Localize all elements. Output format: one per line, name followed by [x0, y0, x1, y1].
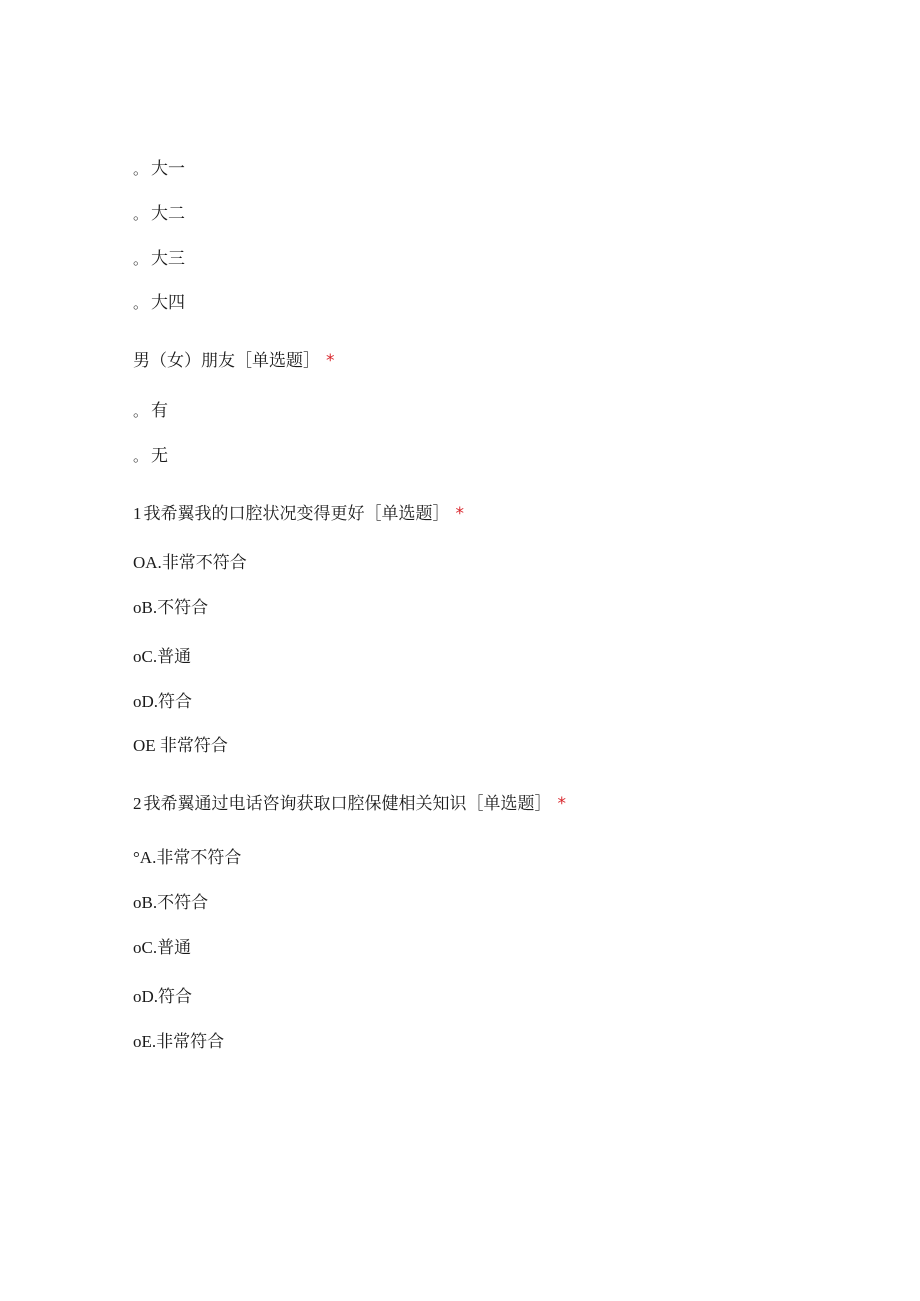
- option-mark: oD.: [133, 987, 159, 1006]
- option-label: 符合: [158, 692, 193, 712]
- option-label: 符合: [158, 987, 193, 1007]
- radio-mark: 。: [133, 205, 149, 223]
- option-label: 有: [151, 401, 169, 421]
- question-text: 男（女）朋友［单选题］: [133, 351, 320, 371]
- q2-option-d[interactable]: [133, 986, 192, 1008]
- radio-mark: 。: [133, 250, 149, 268]
- q1-option-a[interactable]: [133, 552, 247, 574]
- option-label: 大二: [151, 204, 186, 224]
- radio-mark: 。: [133, 447, 149, 465]
- q1-option-c[interactable]: [133, 646, 191, 668]
- option-label: 普通: [157, 647, 192, 667]
- option-mark: oD.: [133, 692, 159, 711]
- partner-option-yes[interactable]: [133, 400, 168, 422]
- option-mark: OA.: [133, 553, 162, 572]
- required-mark: *: [455, 504, 464, 524]
- question-text: 我希翼我的口腔状况变得更好［单选题］: [143, 504, 450, 524]
- option-mark: oE.: [133, 1032, 157, 1051]
- option-label: 非常符合: [156, 1032, 225, 1052]
- q1-option-d[interactable]: [133, 691, 192, 713]
- radio-mark: 。: [133, 294, 149, 312]
- option-mark: oC.: [133, 647, 158, 666]
- option-mark: oB.: [133, 598, 158, 617]
- option-label: 非常不符合: [161, 553, 247, 573]
- q2-option-a[interactable]: [133, 847, 241, 869]
- required-mark: *: [557, 794, 566, 814]
- option-label: 不符合: [157, 893, 209, 913]
- option-label: 大一: [151, 159, 186, 179]
- question-text: 我希翼通过电话咨询获取口腔保健相关知识［单选题］: [143, 794, 552, 814]
- grade-option-1[interactable]: [133, 158, 185, 180]
- question-number: 2: [133, 794, 142, 813]
- option-label: 普通: [157, 938, 192, 958]
- q1-option-e[interactable]: [133, 735, 228, 757]
- radio-mark: 。: [133, 160, 149, 178]
- question-1-title: [133, 503, 464, 525]
- question-2-title: [133, 793, 566, 815]
- grade-option-3[interactable]: [133, 248, 185, 270]
- question-number: 1: [133, 504, 142, 523]
- q2-option-e[interactable]: [133, 1031, 224, 1053]
- required-mark: *: [326, 351, 335, 371]
- q2-option-b[interactable]: [133, 892, 208, 914]
- radio-mark: 。: [133, 402, 149, 420]
- option-mark: oB.: [133, 893, 158, 912]
- grade-option-2[interactable]: [133, 203, 185, 225]
- option-mark: oC.: [133, 938, 158, 957]
- option-mark: OE: [133, 736, 160, 755]
- option-label: 非常符合: [159, 736, 228, 756]
- q1-option-b[interactable]: [133, 597, 208, 619]
- grade-option-4[interactable]: [133, 292, 185, 314]
- option-label: 无: [151, 446, 169, 466]
- partner-option-no[interactable]: [133, 445, 168, 467]
- q2-option-c[interactable]: [133, 937, 191, 959]
- option-label: 大三: [151, 249, 186, 269]
- option-label: 大四: [151, 293, 186, 313]
- option-label: 非常不符合: [156, 848, 242, 868]
- question-partner-title: [133, 350, 335, 372]
- option-label: 不符合: [157, 598, 209, 618]
- option-mark: °A.: [133, 848, 157, 867]
